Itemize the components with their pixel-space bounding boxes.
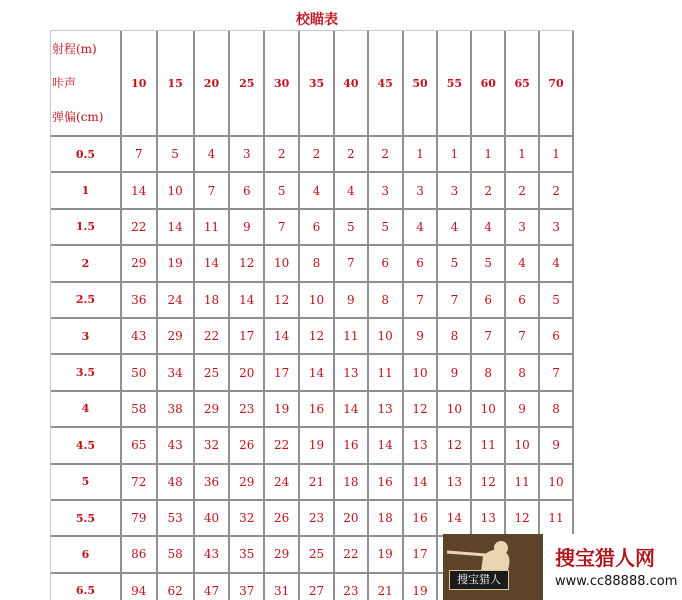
- table-row: [51, 173, 574, 209]
- table-cell: 7: [265, 210, 300, 246]
- table-cell: 14: [158, 210, 195, 246]
- table-cell: 14: [195, 246, 231, 282]
- table-cell: 32: [195, 428, 231, 464]
- table-cell: 10: [369, 319, 404, 355]
- table-cell: 9: [335, 283, 369, 319]
- distance-header-40: 40: [335, 31, 369, 137]
- table-cell: 11: [335, 319, 369, 355]
- table-cell: 29: [230, 465, 265, 501]
- table-cell: 8: [506, 355, 540, 391]
- sound-label: 咔声: [52, 76, 77, 90]
- table-cell: 86: [122, 537, 158, 573]
- table-cell: 65: [122, 428, 158, 464]
- table-cell: 10: [438, 392, 472, 428]
- table-cell: 12: [472, 465, 506, 501]
- table-cell: 14: [335, 392, 369, 428]
- table-cell: 14: [404, 465, 439, 501]
- deviation-row-label: 2.5: [51, 283, 122, 319]
- table-cell: 20: [335, 501, 369, 537]
- table-cell: 13: [335, 355, 369, 391]
- table-cell: 36: [195, 465, 231, 501]
- distance-header-60: 60: [472, 31, 506, 137]
- table-cell: 23: [230, 392, 265, 428]
- hunter-logo-image: [443, 534, 543, 600]
- deviation-row-label: 5: [51, 465, 122, 501]
- table-cell: 24: [265, 465, 300, 501]
- table-row: [51, 210, 574, 246]
- distance-header-35: 35: [300, 31, 335, 137]
- table-cell: 16: [404, 501, 439, 537]
- table-cell: 6: [506, 283, 540, 319]
- deviation-row-label: 4.5: [51, 428, 122, 464]
- table-cell: 5: [369, 210, 404, 246]
- table-cell: 17: [404, 537, 439, 573]
- table-cell: 12: [404, 392, 439, 428]
- table-cell: 7: [438, 283, 472, 319]
- watermark-url: www.cc88888.com: [555, 574, 678, 589]
- table-cell: 4: [335, 173, 369, 209]
- header-row: [51, 31, 574, 137]
- table-cell: 14: [265, 319, 300, 355]
- table-cell: 6: [300, 210, 335, 246]
- table-cell: 94: [122, 574, 158, 600]
- table-cell: 13: [472, 501, 506, 537]
- table-cell: 31: [265, 574, 300, 600]
- deviation-row-label: 1.5: [51, 210, 122, 246]
- table-row: [51, 465, 574, 501]
- table-cell: 29: [195, 392, 231, 428]
- table-cell: 24: [158, 283, 195, 319]
- table-cell: 8: [300, 246, 335, 282]
- sight-calibration-table: [50, 30, 574, 600]
- distance-header-20: 20: [195, 31, 231, 137]
- table-cell: 23: [300, 501, 335, 537]
- table-cell: 10: [472, 392, 506, 428]
- table-cell: 11: [506, 465, 540, 501]
- table-cell: 10: [540, 465, 574, 501]
- table-cell: 2: [472, 173, 506, 209]
- deviation-row-label: 3: [51, 319, 122, 355]
- table-cell: 5: [335, 210, 369, 246]
- table-cell: 5: [265, 173, 300, 209]
- table-cell: 11: [369, 355, 404, 391]
- table-cell: 1: [472, 137, 506, 173]
- table-cell: 25: [195, 355, 231, 391]
- table-cell: 5: [472, 246, 506, 282]
- table-cell: 12: [300, 319, 335, 355]
- table-cell: 10: [300, 283, 335, 319]
- table-cell: 43: [195, 537, 231, 573]
- table-cell: 3: [230, 137, 265, 173]
- table-row: [51, 246, 574, 282]
- table-cell: 79: [122, 501, 158, 537]
- table-cell: 36: [122, 283, 158, 319]
- table-cell: 25: [300, 537, 335, 573]
- table-cell: 2: [540, 173, 574, 209]
- table-row: [51, 319, 574, 355]
- table-cell: 47: [195, 574, 231, 600]
- table-cell: 7: [195, 173, 231, 209]
- table-cell: 22: [122, 210, 158, 246]
- table-cell: 9: [506, 392, 540, 428]
- table-cell: 43: [158, 428, 195, 464]
- table-cell: 8: [472, 355, 506, 391]
- table-row: [51, 501, 574, 537]
- table-cell: 22: [195, 319, 231, 355]
- distance-header-30: 30: [265, 31, 300, 137]
- table-cell: 6: [404, 246, 439, 282]
- table-cell: 8: [438, 319, 472, 355]
- table-cell: 19: [369, 537, 404, 573]
- table-cell: 1: [438, 137, 472, 173]
- table-cell: 35: [230, 537, 265, 573]
- table-cell: 3: [438, 173, 472, 209]
- table-cell: 58: [122, 392, 158, 428]
- distance-header-15: 15: [158, 31, 195, 137]
- table-cell: 14: [438, 501, 472, 537]
- table-cell: 9: [230, 210, 265, 246]
- deviation-row-label: 3.5: [51, 355, 122, 391]
- table-cell: 37: [230, 574, 265, 600]
- table-cell: 53: [158, 501, 195, 537]
- table-cell: 3: [540, 210, 574, 246]
- table-cell: 5: [158, 137, 195, 173]
- table-cell: 1: [540, 137, 574, 173]
- table-cell: 38: [158, 392, 195, 428]
- deviation-row-label: 6: [51, 537, 122, 573]
- table-cell: 7: [404, 283, 439, 319]
- table-cell: 9: [404, 319, 439, 355]
- table-cell: 26: [265, 501, 300, 537]
- distance-header-70: 70: [540, 31, 574, 137]
- range-label: 射程(m): [52, 42, 97, 56]
- table-cell: 3: [369, 173, 404, 209]
- table-cell: 4: [506, 246, 540, 282]
- table-cell: 16: [369, 465, 404, 501]
- table-cell: 4: [300, 173, 335, 209]
- distance-header-10: 10: [122, 31, 158, 137]
- table-cell: 2: [506, 173, 540, 209]
- table-cell: 22: [265, 428, 300, 464]
- table-cell: 19: [300, 428, 335, 464]
- table-cell: 62: [158, 574, 195, 600]
- table-cell: 12: [230, 246, 265, 282]
- table-cell: 27: [300, 574, 335, 600]
- table-cell: 6: [230, 173, 265, 209]
- table-cell: 10: [265, 246, 300, 282]
- table-cell: 17: [265, 355, 300, 391]
- table-cell: 16: [300, 392, 335, 428]
- table-cell: 32: [230, 501, 265, 537]
- table-cell: 14: [300, 355, 335, 391]
- table-cell: 22: [335, 537, 369, 573]
- table-cell: 1: [506, 137, 540, 173]
- table-cell: 10: [506, 428, 540, 464]
- table-cell: 29: [265, 537, 300, 573]
- table-cell: 23: [335, 574, 369, 600]
- distance-header-55: 55: [438, 31, 472, 137]
- table-cell: 18: [195, 283, 231, 319]
- table-cell: 34: [158, 355, 195, 391]
- table-cell: 7: [506, 319, 540, 355]
- table-cell: 13: [404, 428, 439, 464]
- table-cell: 50: [122, 355, 158, 391]
- table-cell: 8: [540, 392, 574, 428]
- table-cell: 40: [195, 501, 231, 537]
- table-cell: 4: [540, 246, 574, 282]
- table-cell: 12: [265, 283, 300, 319]
- table-cell: 3: [404, 173, 439, 209]
- table-cell: 7: [540, 355, 574, 391]
- table-cell: 14: [122, 173, 158, 209]
- table-cell: 5: [540, 283, 574, 319]
- table-cell: 29: [122, 246, 158, 282]
- table-cell: 43: [122, 319, 158, 355]
- table-cell: 7: [122, 137, 158, 173]
- table-cell: 19: [404, 574, 439, 600]
- table-cell: 13: [369, 392, 404, 428]
- table-cell: 14: [230, 283, 265, 319]
- table-cell: 18: [335, 465, 369, 501]
- deviation-row-label: 4: [51, 392, 122, 428]
- table-cell: 6: [369, 246, 404, 282]
- table-row: [51, 355, 574, 391]
- table-cell: 20: [230, 355, 265, 391]
- table-cell: 8: [369, 283, 404, 319]
- table-cell: 12: [438, 428, 472, 464]
- table-cell: 2: [335, 137, 369, 173]
- table-cell: 10: [404, 355, 439, 391]
- table-cell: 4: [404, 210, 439, 246]
- table-row: [51, 137, 574, 173]
- table-cell: 72: [122, 465, 158, 501]
- table-cell: 11: [472, 428, 506, 464]
- table-cell: 9: [438, 355, 472, 391]
- table-row: [51, 283, 574, 319]
- table-cell: 18: [369, 501, 404, 537]
- table-cell: 11: [540, 501, 574, 537]
- table-cell: 6: [472, 283, 506, 319]
- table-cell: 3: [506, 210, 540, 246]
- table-row: [51, 428, 574, 464]
- table-cell: 2: [300, 137, 335, 173]
- table-cell: 4: [195, 137, 231, 173]
- table-cell: 9: [540, 428, 574, 464]
- distance-header-25: 25: [230, 31, 265, 137]
- table-cell: 58: [158, 537, 195, 573]
- distance-header-45: 45: [369, 31, 404, 137]
- deviation-row-label: 2: [51, 246, 122, 282]
- distance-header-65: 65: [506, 31, 540, 137]
- table-cell: 4: [472, 210, 506, 246]
- deviation-row-label: 6.5: [51, 574, 122, 600]
- sight-table-container: [50, 30, 574, 600]
- table-cell: 11: [195, 210, 231, 246]
- deviation-row-label: 5.5: [51, 501, 122, 537]
- table-cell: 10: [158, 173, 195, 209]
- table-cell: 2: [369, 137, 404, 173]
- table-cell: 21: [369, 574, 404, 600]
- deviation-row-label: 0.5: [51, 137, 122, 173]
- table-cell: 26: [230, 428, 265, 464]
- table-cell: 7: [472, 319, 506, 355]
- table-row: [51, 392, 574, 428]
- table-cell: 6: [540, 319, 574, 355]
- table-cell: 1: [404, 137, 439, 173]
- watermark-badge: 搜宝猎人: [449, 570, 509, 590]
- table-cell: 19: [158, 246, 195, 282]
- table-cell: 4: [438, 210, 472, 246]
- table-cell: 48: [158, 465, 195, 501]
- table-title: 校瞄表: [296, 12, 338, 28]
- watermark-site-name: 搜宝猎人网: [555, 546, 655, 570]
- table-cell: 19: [265, 392, 300, 428]
- table-cell: 5: [438, 246, 472, 282]
- table-cell: 14: [369, 428, 404, 464]
- table-cell: 7: [335, 246, 369, 282]
- table-cell: 21: [300, 465, 335, 501]
- watermark-logo: [443, 534, 682, 600]
- deviation-label: 弹偏(cm): [52, 110, 104, 124]
- corner-cell: [51, 31, 122, 137]
- table-cell: 29: [158, 319, 195, 355]
- deviation-row-label: 1: [51, 173, 122, 209]
- table-cell: 2: [265, 137, 300, 173]
- table-cell: 17: [230, 319, 265, 355]
- table-cell: 13: [438, 465, 472, 501]
- table-cell: 16: [335, 428, 369, 464]
- table-cell: 12: [506, 501, 540, 537]
- distance-header-50: 50: [404, 31, 439, 137]
